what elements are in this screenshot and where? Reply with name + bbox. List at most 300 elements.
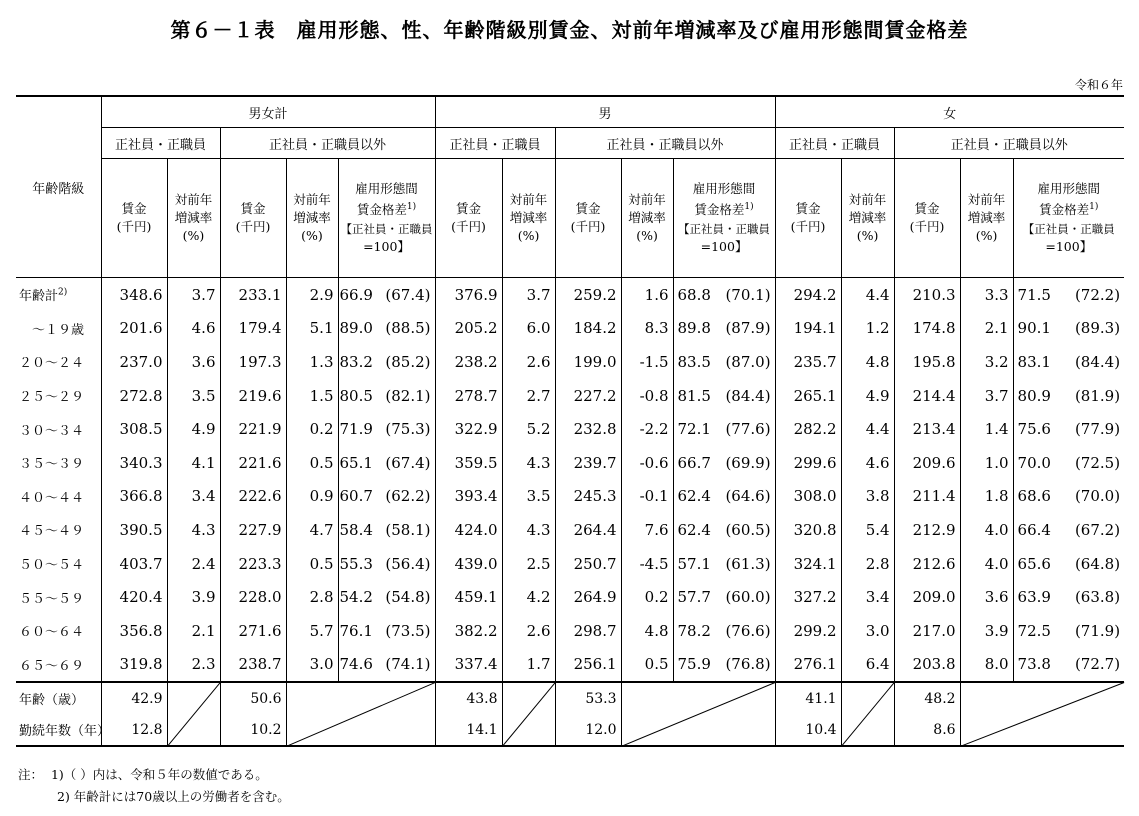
change-unit: (%) (636, 228, 658, 243)
wage-gap-current: 65.6 (1017, 554, 1051, 573)
table-row (16, 513, 1124, 547)
non-regular-wage: 209.0 (894, 580, 960, 614)
wage-gap-header (338, 159, 435, 278)
wage-gap (338, 312, 435, 346)
empty-cell (502, 682, 555, 714)
wage-gap-previous: (71.9) (1074, 621, 1121, 640)
wage-gap-current: 75.9 (677, 655, 711, 674)
wage-gap (673, 547, 775, 581)
non-regular-wage: 217.0 (894, 614, 960, 648)
non-regular-wage: 221.9 (220, 412, 286, 446)
regular-wage: 237.0 (101, 345, 167, 379)
age-label: ５０～５４ (16, 547, 101, 581)
regular-wage: 205.2 (435, 312, 502, 346)
regular-wage: 439.0 (435, 547, 502, 581)
wage-gap-current: 80.5 (339, 386, 373, 405)
wage-label: 賃金 (575, 201, 601, 216)
change-label-2: 増減率 (509, 210, 548, 225)
age-label: ～１９歳 (16, 312, 101, 346)
wage-gap (1013, 513, 1124, 547)
gap-footnote-mark: 1) (744, 202, 754, 213)
regular-wage: 282.2 (775, 412, 841, 446)
non-regular-change-rate: -0.6 (621, 446, 673, 480)
age-label: ４５～４９ (16, 513, 101, 547)
wage-gap-previous: (82.1) (385, 386, 431, 405)
change-rate-header (502, 159, 555, 278)
wage-gap-previous: (72.2) (1074, 285, 1121, 304)
regular-change-rate: 4.1 (167, 446, 220, 480)
regular-change-rate: 2.7 (502, 379, 555, 413)
wage-gap-previous: (87.9) (725, 319, 771, 338)
wage-gap-current: 68.8 (677, 285, 711, 304)
wage-gap-previous: (77.9) (1074, 420, 1121, 439)
table-row (16, 614, 1124, 648)
gap-footnote-mark: 1) (406, 202, 417, 213)
regular-change-rate: 4.8 (841, 345, 894, 379)
non-regular-wage: 264.4 (555, 513, 621, 547)
regular-wage: 308.5 (101, 412, 167, 446)
regular-wage: 327.2 (775, 580, 841, 614)
regular-summary-value: 41.1 (775, 682, 841, 714)
regular-change-rate: 6.0 (502, 312, 555, 346)
change-rate-header (167, 159, 220, 278)
age-label: ３５～３９ (16, 446, 101, 480)
non-regular-change-rate: 8.3 (621, 312, 673, 346)
wage-gap (1013, 480, 1124, 514)
non-regular-wage: 184.2 (555, 312, 621, 346)
regular-wage: 319.8 (101, 648, 167, 683)
regular-change-rate: 2.1 (167, 614, 220, 648)
wage-gap (338, 580, 435, 614)
regular-summary-value: 12.8 (101, 714, 167, 746)
non-regular-summary-value: 48.2 (894, 682, 960, 714)
summary-row (16, 682, 1124, 714)
wage-unit: (千円) (790, 219, 826, 234)
regular-change-rate: 3.7 (167, 278, 220, 312)
wage-label: 賃金 (914, 201, 940, 216)
wage-header (435, 159, 502, 278)
regular-change-rate: 2.6 (502, 614, 555, 648)
wage-gap-previous: (72.7) (1074, 655, 1121, 674)
regular-change-rate: 2.3 (167, 648, 220, 683)
non-regular-wage: 250.7 (555, 547, 621, 581)
wage-gap-previous: (73.5) (385, 621, 431, 640)
change-unit: (%) (301, 228, 323, 243)
wage-header (555, 159, 621, 278)
wage-gap (338, 547, 435, 581)
wage-gap (1013, 614, 1124, 648)
wage-gap (1013, 446, 1124, 480)
wage-gap-current: 78.2 (677, 621, 711, 640)
change-rate-header (841, 159, 894, 278)
non-regular-wage: 238.7 (220, 648, 286, 683)
regular-summary-value: 43.8 (435, 682, 502, 714)
regular-change-rate: 3.7 (502, 278, 555, 312)
non-regular-wage: 219.6 (220, 379, 286, 413)
change-rate-header (286, 159, 338, 278)
non-regular-wage: 197.3 (220, 345, 286, 379)
non-regular-wage: 195.8 (894, 345, 960, 379)
non-regular-change-rate: 4.0 (960, 547, 1013, 581)
regular-change-rate: 4.6 (167, 312, 220, 346)
wage-gap (673, 412, 775, 446)
regular-change-rate: 3.4 (841, 580, 894, 614)
wage-gap-current: 70.0 (1017, 453, 1051, 472)
regular-wage: 194.1 (775, 312, 841, 346)
wage-gap-previous: (67.2) (1074, 520, 1121, 539)
non-regular-wage: 199.0 (555, 345, 621, 379)
wage-gap-previous: (87.0) (725, 352, 771, 371)
regular-wage: 324.1 (775, 547, 841, 581)
regular-wage: 337.4 (435, 648, 502, 683)
regular-header: 正社員・正職員 (435, 128, 555, 159)
empty-cell (167, 682, 220, 714)
wage-gap (673, 480, 775, 514)
wage-gap-current: 83.5 (677, 352, 711, 371)
age-label: ２０～２４ (16, 345, 101, 379)
wage-gap-current: 83.2 (339, 352, 373, 371)
regular-header: 正社員・正職員 (101, 128, 220, 159)
regular-change-rate: 2.5 (502, 547, 555, 581)
non-regular-change-rate: 3.0 (286, 648, 338, 683)
non-regular-wage: 298.7 (555, 614, 621, 648)
gap-label-3: 【正社員・正職員 (340, 221, 433, 236)
non-regular-change-rate: 3.6 (960, 580, 1013, 614)
non-regular-wage: 203.8 (894, 648, 960, 683)
wage-gap (1013, 312, 1124, 346)
wage-gap (338, 648, 435, 683)
wage-gap-current: 76.1 (339, 621, 373, 640)
table-row (16, 580, 1124, 614)
non-regular-wage: 214.4 (894, 379, 960, 413)
non-regular-change-rate: 1.8 (960, 480, 1013, 514)
change-label-2: 増減率 (293, 210, 331, 225)
wage-unit: (千円) (116, 219, 152, 234)
change-label-1: 対前年 (174, 192, 213, 207)
regular-change-rate: 3.5 (167, 379, 220, 413)
wage-header (775, 159, 841, 278)
wage-gap-current: 89.8 (677, 319, 711, 338)
regular-change-rate: 4.9 (167, 412, 220, 446)
non-regular-summary-value: 8.6 (894, 714, 960, 746)
empty-cell (841, 714, 894, 746)
non-regular-change-rate: 0.5 (286, 547, 338, 581)
wage-gap (1013, 345, 1124, 379)
regular-change-rate: 1.7 (502, 648, 555, 683)
wage-gap-previous: (60.0) (725, 588, 771, 607)
regular-wage: 238.2 (435, 345, 502, 379)
regular-wage: 348.6 (101, 278, 167, 312)
table-title: 第６－１表 雇用形態、性、年齢階級別賃金、対前年増減率及び雇用形態間賃金格差 (170, 18, 969, 42)
table-row (16, 278, 1124, 312)
wage-gap (338, 379, 435, 413)
wage-gap-previous: (76.8) (725, 655, 771, 674)
change-rate-header (621, 159, 673, 278)
regular-wage: 403.7 (101, 547, 167, 581)
age-label: ６０～６４ (16, 614, 101, 648)
year-note: 令和６年 (1074, 78, 1123, 92)
wage-gap-previous: (64.6) (725, 487, 771, 506)
regular-change-rate: 6.4 (841, 648, 894, 683)
non-regular-wage: 227.2 (555, 379, 621, 413)
wage-gap (673, 379, 775, 413)
gap-label-4: =100】 (1045, 238, 1093, 254)
wage-gap-previous: (85.2) (385, 352, 431, 371)
regular-change-rate: 4.2 (502, 580, 555, 614)
non-regular-change-rate: 1.4 (960, 412, 1013, 446)
regular-change-rate: 2.4 (167, 547, 220, 581)
wage-gap-current: 75.6 (1017, 420, 1051, 439)
wage-unit: (千円) (909, 219, 945, 234)
empty-cell (960, 682, 1124, 714)
regular-wage: 294.2 (775, 278, 841, 312)
wage-gap (338, 513, 435, 547)
age-label: ２５～２９ (16, 379, 101, 413)
non-regular-change-rate: 3.2 (960, 345, 1013, 379)
wage-gap-current: 71.5 (1017, 285, 1051, 304)
wage-gap (1013, 412, 1124, 446)
wage-gap-previous: (58.1) (385, 520, 431, 539)
wage-gap-previous: (77.6) (725, 420, 771, 439)
wage-header (220, 159, 286, 278)
wage-gap-current: 90.1 (1017, 319, 1051, 338)
wage-header (101, 159, 167, 278)
non-regular-change-rate: 7.6 (621, 513, 673, 547)
gap-label-3: 【正社員・正職員 (1022, 221, 1115, 236)
wage-gap-current: 66.4 (1017, 520, 1051, 539)
change-rate-header (960, 159, 1013, 278)
wage-gap-current: 57.1 (677, 554, 711, 573)
gap-label-4: =100】 (700, 238, 748, 254)
non-regular-change-rate: 4.0 (960, 513, 1013, 547)
wage-gap-previous: (72.5) (1074, 453, 1121, 472)
age-label: ４０～４４ (16, 480, 101, 514)
non-regular-change-rate: 0.5 (621, 648, 673, 683)
non-regular-wage: 212.9 (894, 513, 960, 547)
footnotes (18, 764, 290, 808)
summary-label: 年齢（歳） (16, 682, 101, 714)
regular-wage: 424.0 (435, 513, 502, 547)
wage-gap-current: 57.7 (677, 588, 711, 607)
regular-change-rate: 4.6 (841, 446, 894, 480)
note-1: 1)（ ）内は、令和５年の数値である。 (50, 767, 268, 782)
empty-cell (960, 714, 1124, 746)
regular-wage: 276.1 (775, 648, 841, 683)
wage-gap-header (1013, 159, 1124, 278)
non-regular-summary-value: 50.6 (220, 682, 286, 714)
group-header-total: 男女計 (101, 96, 435, 128)
non-regular-change-rate: -4.5 (621, 547, 673, 581)
table-row (16, 547, 1124, 581)
non-regular-change-rate: 0.2 (286, 412, 338, 446)
regular-wage: 340.3 (101, 446, 167, 480)
wage-gap-current: 73.8 (1017, 655, 1051, 674)
non-regular-change-rate: 3.7 (960, 379, 1013, 413)
wage-gap-previous: (61.3) (725, 554, 771, 573)
non-regular-change-rate: 3.3 (960, 278, 1013, 312)
regular-wage: 299.2 (775, 614, 841, 648)
group-header-female: 女 (775, 96, 1124, 128)
wage-label: 賃金 (121, 201, 147, 216)
change-unit: (%) (182, 228, 205, 243)
non-regular-change-rate: -0.8 (621, 379, 673, 413)
change-label-1: 対前年 (848, 192, 887, 207)
wage-table (16, 95, 1124, 747)
wage-gap-current: 71.9 (339, 420, 373, 439)
regular-change-rate: 5.2 (502, 412, 555, 446)
empty-cell (286, 714, 435, 746)
wage-gap (1013, 580, 1124, 614)
non-regular-wage: 259.2 (555, 278, 621, 312)
wage-gap-previous: (67.4) (385, 285, 431, 304)
group-header-male: 男 (435, 96, 775, 128)
regular-change-rate: 2.6 (502, 345, 555, 379)
non-regular-summary-value: 10.2 (220, 714, 286, 746)
non-regular-wage: 264.9 (555, 580, 621, 614)
regular-wage: 393.4 (435, 480, 502, 514)
summary-row (16, 714, 1124, 746)
wage-gap-previous: (70.1) (725, 285, 771, 304)
change-label-2: 増減率 (967, 210, 1006, 225)
regular-wage: 299.6 (775, 446, 841, 480)
non-regular-wage: 213.4 (894, 412, 960, 446)
wage-gap (673, 513, 775, 547)
regular-change-rate: 3.5 (502, 480, 555, 514)
regular-wage: 272.8 (101, 379, 167, 413)
regular-wage: 366.8 (101, 480, 167, 514)
gap-label-2: 賃金格差 (694, 202, 745, 218)
non-regular-change-rate: -1.5 (621, 345, 673, 379)
change-label-2: 増減率 (174, 210, 213, 225)
regular-summary-value: 42.9 (101, 682, 167, 714)
regular-wage: 278.7 (435, 379, 502, 413)
wage-gap-current: 63.9 (1017, 588, 1051, 607)
wage-gap (1013, 648, 1124, 683)
gap-label-2: 賃金格差 (1039, 202, 1090, 218)
gap-footnote-mark: 1) (1089, 202, 1099, 213)
wage-gap (673, 648, 775, 683)
non-regular-wage: 271.6 (220, 614, 286, 648)
regular-wage: 376.9 (435, 278, 502, 312)
wage-gap-previous: (63.8) (1074, 588, 1121, 607)
non-regular-change-rate: 2.8 (286, 580, 338, 614)
table-body (16, 278, 1124, 747)
wage-gap-header (673, 159, 775, 278)
non-regular-change-rate: 1.3 (286, 345, 338, 379)
summary-label: 勤続年数（年） (16, 714, 101, 746)
wage-gap (338, 480, 435, 514)
wage-gap-previous: (81.9) (1074, 386, 1121, 405)
non-regular-change-rate: -2.2 (621, 412, 673, 446)
regular-wage: 356.8 (101, 614, 167, 648)
change-unit: (%) (856, 228, 879, 243)
notes-prefix: 注： (18, 767, 44, 782)
non-regular-wage: 174.8 (894, 312, 960, 346)
regular-wage: 420.4 (101, 580, 167, 614)
empty-cell (167, 714, 220, 746)
non-regular-change-rate: 4.8 (621, 614, 673, 648)
wage-unit: (千円) (570, 219, 606, 234)
wage-gap (1013, 547, 1124, 581)
non-regular-wage: 212.6 (894, 547, 960, 581)
wage-gap-current: 54.2 (339, 588, 373, 607)
change-label-1: 対前年 (967, 192, 1006, 207)
wage-gap-previous: (62.2) (385, 487, 431, 506)
wage-gap-current: 66.7 (677, 453, 711, 472)
regular-wage: 265.1 (775, 379, 841, 413)
non-regular-wage: 209.6 (894, 446, 960, 480)
non-regular-summary-value: 12.0 (555, 714, 621, 746)
non-regular-wage: 211.4 (894, 480, 960, 514)
gap-label-4: =100】 (363, 238, 410, 254)
non-regular-wage: 256.1 (555, 648, 621, 683)
wage-unit: (千円) (235, 219, 271, 234)
regular-change-rate: 4.3 (502, 446, 555, 480)
wage-gap-current: 68.6 (1017, 487, 1051, 506)
wage-gap-current: 60.7 (339, 487, 373, 506)
table-header (16, 96, 1124, 278)
non-regular-wage: 223.3 (220, 547, 286, 581)
wage-gap (338, 412, 435, 446)
non-regular-change-rate: 1.6 (621, 278, 673, 312)
wage-gap (673, 580, 775, 614)
non-regular-change-rate: 0.9 (286, 480, 338, 514)
wage-gap (1013, 278, 1124, 312)
wage-gap-previous: (76.6) (725, 621, 771, 640)
regular-change-rate: 2.8 (841, 547, 894, 581)
wage-gap-previous: (84.4) (725, 386, 771, 405)
change-label-1: 対前年 (293, 192, 331, 207)
wage-gap (338, 345, 435, 379)
wage-gap (1013, 379, 1124, 413)
wage-gap-current: 55.3 (339, 554, 373, 573)
non-regular-wage: 221.6 (220, 446, 286, 480)
table-row (16, 648, 1124, 683)
gap-label-1: 雇用形態間 (355, 181, 418, 197)
non-regular-change-rate: 2.9 (286, 278, 338, 312)
non-regular-wage: 222.6 (220, 480, 286, 514)
regular-change-rate: 3.4 (167, 480, 220, 514)
regular-change-rate: 3.8 (841, 480, 894, 514)
non-regular-change-rate: 2.1 (960, 312, 1013, 346)
non-regular-change-rate: -0.1 (621, 480, 673, 514)
non-regular-wage: 228.0 (220, 580, 286, 614)
regular-wage: 235.7 (775, 345, 841, 379)
non-regular-wage: 239.7 (555, 446, 621, 480)
regular-wage: 308.0 (775, 480, 841, 514)
change-unit: (%) (517, 228, 540, 243)
non-regular-wage: 179.4 (220, 312, 286, 346)
regular-wage: 322.9 (435, 412, 502, 446)
non-regular-change-rate: 5.7 (286, 614, 338, 648)
wage-gap (673, 312, 775, 346)
change-label-2: 増減率 (628, 210, 666, 225)
regular-change-rate: 3.9 (167, 580, 220, 614)
empty-cell (621, 682, 775, 714)
empty-cell (841, 682, 894, 714)
regular-summary-value: 14.1 (435, 714, 502, 746)
wage-gap (673, 278, 775, 312)
non-regular-header: 正社員・正職員以外 (555, 128, 775, 159)
wage-gap (673, 446, 775, 480)
wage-gap-current: 74.6 (339, 655, 373, 674)
regular-wage: 320.8 (775, 513, 841, 547)
wage-gap (673, 614, 775, 648)
wage-gap (338, 278, 435, 312)
wage-gap-current: 72.5 (1017, 621, 1051, 640)
gap-label-1: 雇用形態間 (692, 181, 756, 197)
non-regular-wage: 227.9 (220, 513, 286, 547)
